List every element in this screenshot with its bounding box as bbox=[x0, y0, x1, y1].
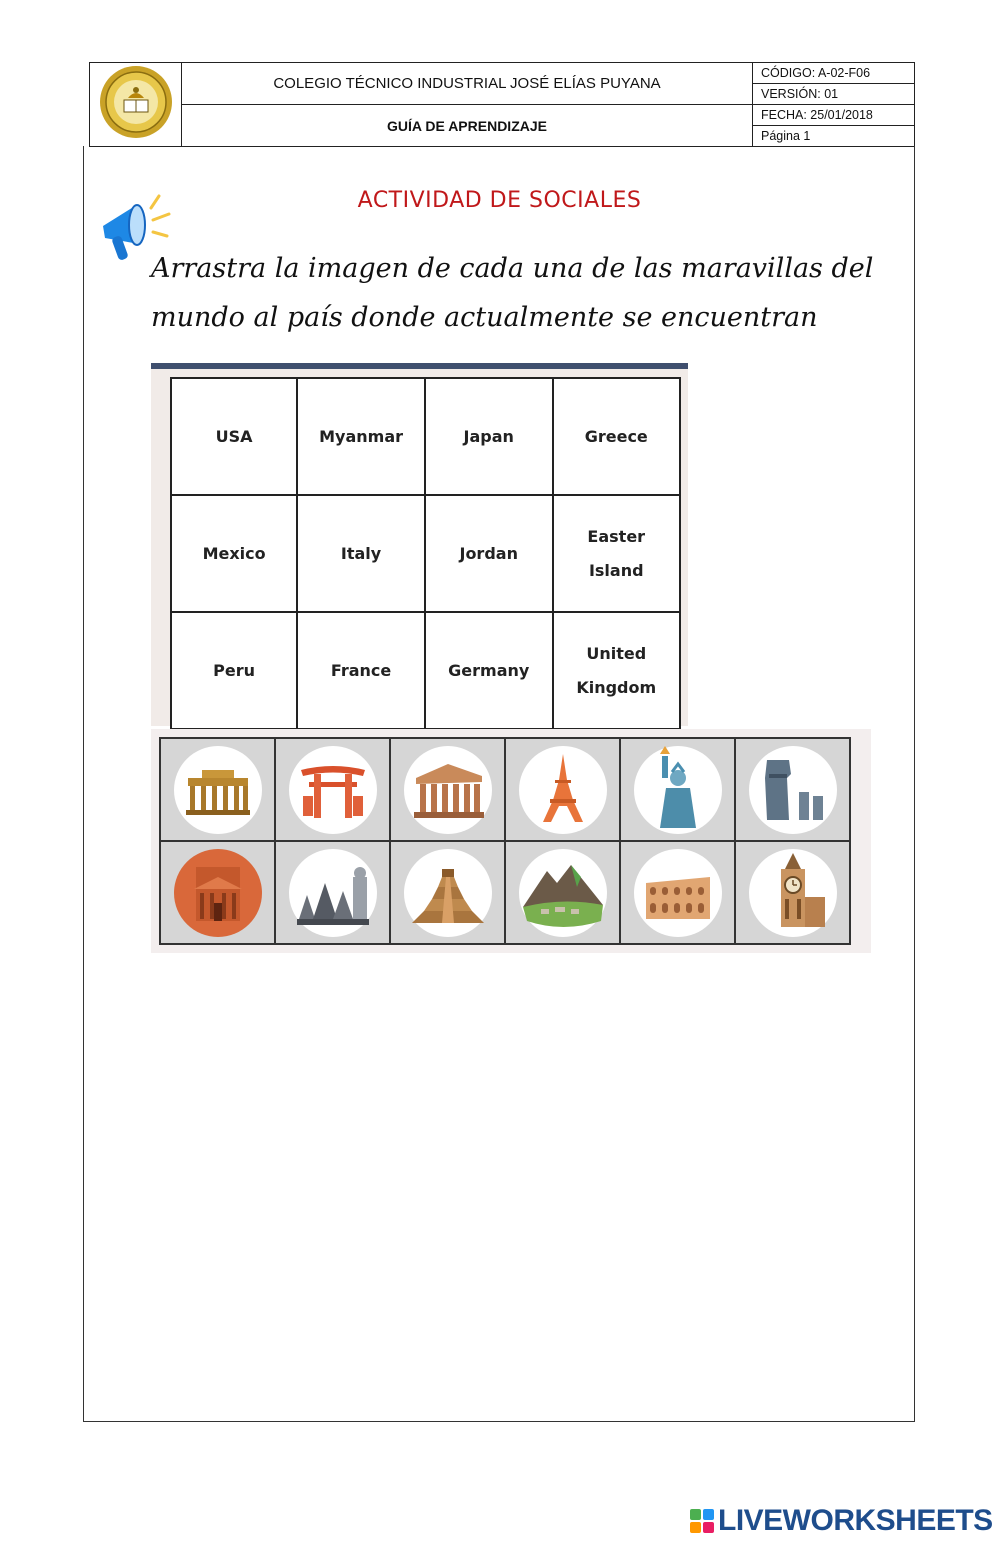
drop-zone-united-kingdom[interactable] bbox=[553, 612, 681, 729]
parthenon-icon[interactable] bbox=[402, 744, 494, 836]
colosseum-icon[interactable] bbox=[632, 847, 724, 939]
drop-zone-france[interactable]: France bbox=[297, 612, 425, 729]
document-version: VERSIÓN: 01 bbox=[753, 84, 915, 105]
wonder-icons-board bbox=[151, 729, 871, 953]
draggable-wonder[interactable] bbox=[735, 738, 850, 841]
draggable-wonder[interactable] bbox=[160, 841, 275, 944]
bagan-temples-icon[interactable] bbox=[287, 847, 379, 939]
chichen-itza-pyramid-icon[interactable] bbox=[402, 847, 494, 939]
brandenburg-gate-icon[interactable] bbox=[172, 744, 264, 836]
drop-zone-greece[interactable]: Greece bbox=[553, 378, 681, 495]
document-header bbox=[89, 62, 915, 147]
school-logo-icon bbox=[98, 64, 174, 140]
icon-row bbox=[160, 841, 850, 944]
big-ben-icon[interactable] bbox=[747, 847, 839, 939]
eiffel-tower-icon[interactable] bbox=[517, 744, 609, 836]
instructions bbox=[151, 244, 891, 342]
draggable-wonder[interactable] bbox=[735, 841, 850, 944]
drop-zone-label: United Kingdom bbox=[576, 643, 657, 697]
drop-zone-germany[interactable]: Germany bbox=[425, 612, 553, 729]
document-code: CÓDIGO: A-02-F06 bbox=[753, 63, 915, 84]
drop-zone-usa[interactable]: USA bbox=[171, 378, 297, 495]
icon-row bbox=[160, 738, 850, 841]
petra-icon[interactable] bbox=[172, 847, 264, 939]
document-date: FECHA: 25/01/2018 bbox=[753, 105, 915, 126]
draggable-wonder[interactable] bbox=[505, 841, 620, 944]
draggable-wonder[interactable] bbox=[275, 841, 390, 944]
drop-zone-jordan[interactable]: Jordan bbox=[425, 495, 553, 612]
draggable-wonder[interactable] bbox=[160, 738, 275, 841]
draggable-wonder[interactable] bbox=[390, 841, 505, 944]
board-top-bar bbox=[151, 363, 688, 369]
instructions-line-2: mundo al país donde actualmente se encuentran bbox=[151, 302, 818, 333]
drop-zone-italy[interactable]: Italy bbox=[297, 495, 425, 612]
drop-zone-japan[interactable]: Japan bbox=[425, 378, 553, 495]
torii-gate-icon[interactable] bbox=[287, 744, 379, 836]
drop-zone-myanmar[interactable]: Myanmar bbox=[297, 378, 425, 495]
country-row bbox=[171, 495, 680, 612]
school-logo-cell bbox=[90, 63, 182, 147]
wonder-icons-grid bbox=[159, 737, 851, 945]
instructions-line-1: Arrastra la imagen de cada una de las maravillas del bbox=[151, 253, 874, 284]
liveworksheets-logo-icon bbox=[690, 1509, 714, 1533]
machu-picchu-icon[interactable] bbox=[517, 847, 609, 939]
page-number: Página 1 bbox=[753, 126, 915, 147]
country-drop-board bbox=[151, 363, 688, 726]
school-name: COLEGIO TÉCNICO INDUSTRIAL JOSÉ ELÍAS PUYANA bbox=[182, 63, 753, 105]
watermark-text: LIVEWORKSHEETS bbox=[718, 1504, 993, 1537]
country-row bbox=[171, 378, 680, 495]
statue-of-liberty-icon[interactable] bbox=[632, 744, 724, 836]
country-row bbox=[171, 612, 680, 729]
liveworksheets-watermark bbox=[690, 1504, 993, 1538]
drop-zone-label: Easter Island bbox=[587, 526, 646, 580]
activity-title: ACTIVIDAD DE SOCIALES bbox=[357, 188, 642, 213]
draggable-wonder[interactable] bbox=[620, 841, 735, 944]
moai-icon[interactable] bbox=[747, 744, 839, 836]
draggable-wonder[interactable] bbox=[505, 738, 620, 841]
drop-zone-mexico[interactable]: Mexico bbox=[171, 495, 297, 612]
draggable-wonder[interactable] bbox=[390, 738, 505, 841]
country-grid bbox=[170, 377, 681, 730]
drop-zone-peru[interactable]: Peru bbox=[171, 612, 297, 729]
drop-zone-easter-island[interactable] bbox=[553, 495, 681, 612]
draggable-wonder[interactable] bbox=[275, 738, 390, 841]
guide-title: GUÍA DE APRENDIZAJE bbox=[182, 105, 753, 147]
draggable-wonder[interactable] bbox=[620, 738, 735, 841]
